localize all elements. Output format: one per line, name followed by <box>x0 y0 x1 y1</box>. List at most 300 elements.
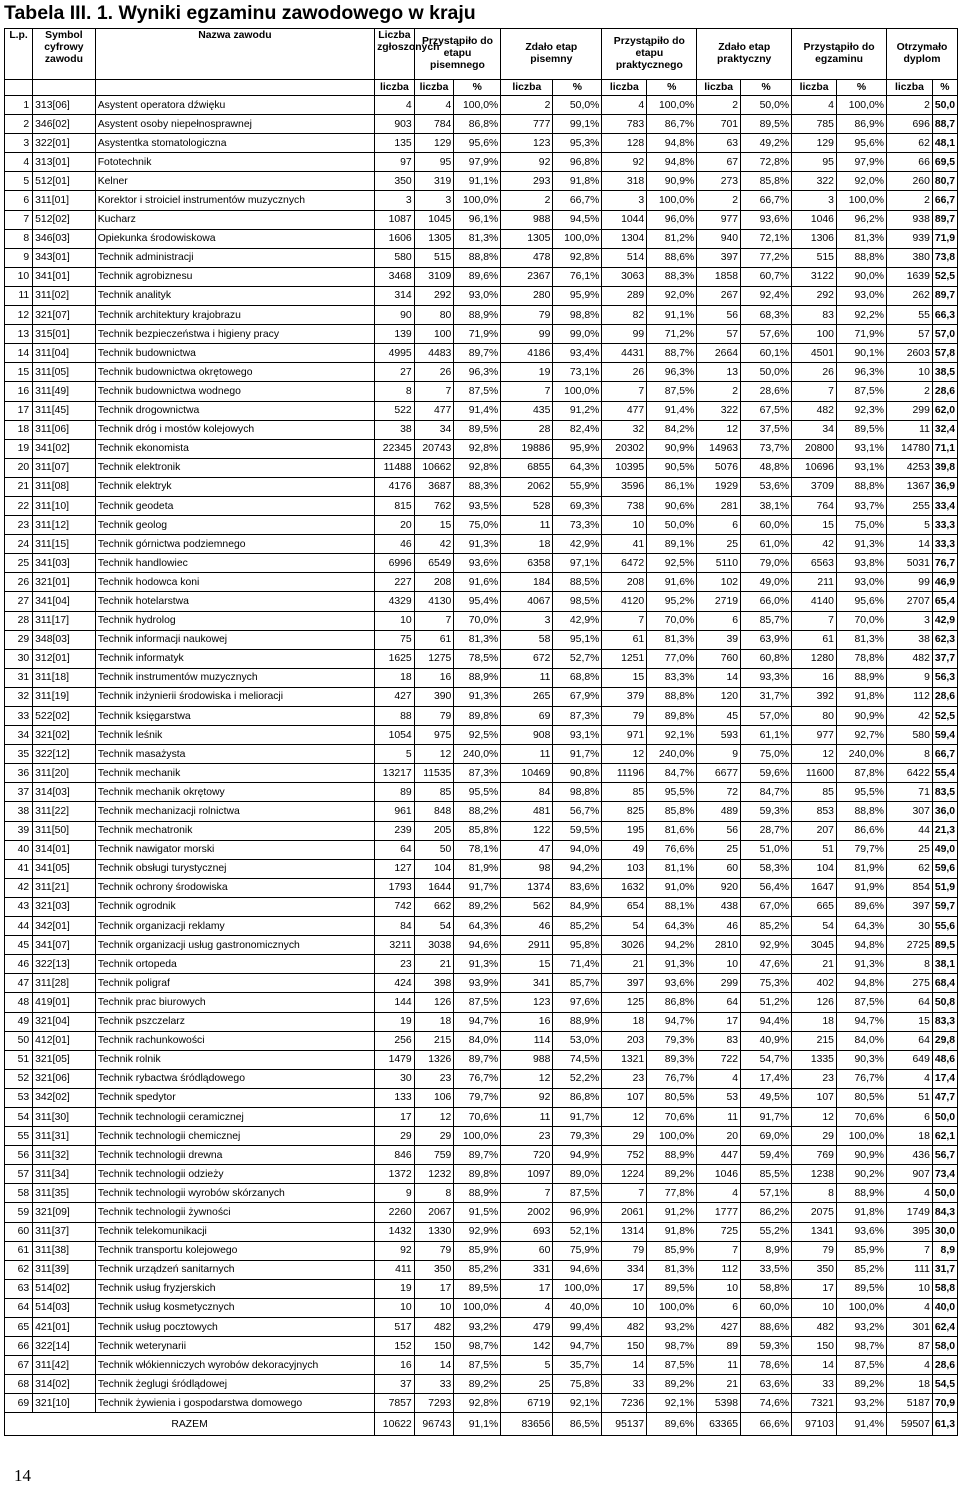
row-value: 379 <box>602 687 647 706</box>
row-value: 19 <box>375 1012 415 1031</box>
row-name: Technik technologii odzieży <box>95 1165 374 1184</box>
row-value: 57,0% <box>741 707 792 726</box>
row-value: 91,8% <box>553 172 602 191</box>
row-value: 4995 <box>375 344 415 363</box>
row-name: Technik technologii drewna <box>95 1146 374 1165</box>
row-value: 85,8% <box>454 821 501 840</box>
row-number: 55 <box>5 1127 33 1146</box>
row-value: 11196 <box>602 764 647 783</box>
row-value: 562 <box>501 897 553 916</box>
row-value: 7293 <box>414 1394 454 1413</box>
row-value: 19 <box>501 363 553 382</box>
row-value: 35,7% <box>553 1356 602 1375</box>
row-value: 93,7% <box>836 496 886 515</box>
subheader-cell: liczba <box>501 80 553 96</box>
row-name: Technik mechanik <box>95 764 374 783</box>
subheader-cell: liczba <box>887 80 933 96</box>
row-value: 65,4 <box>932 592 957 611</box>
row-value: 79 <box>602 1241 647 1260</box>
row-number: 63 <box>5 1279 33 1298</box>
row-value: 33,5% <box>741 1260 792 1279</box>
row-name: Technik rachunkowości <box>95 1031 374 1050</box>
row-value: 92 <box>501 1088 553 1107</box>
row-value: 17 <box>602 1279 647 1298</box>
row-name: Technik geolog <box>95 516 374 535</box>
row-value: 411 <box>375 1260 415 1279</box>
row-number: 46 <box>5 955 33 974</box>
row-number: 57 <box>5 1165 33 1184</box>
row-value: 59,7 <box>932 897 957 916</box>
row-value: 100,0% <box>836 191 886 210</box>
row-number: 58 <box>5 1184 33 1203</box>
row-value: 34 <box>414 420 454 439</box>
row-value: 13217 <box>375 764 415 783</box>
row-name: Asystent operatora dźwięku <box>95 96 374 115</box>
row-value: 1644 <box>414 878 454 897</box>
row-value: 33,3 <box>932 516 957 535</box>
row-value: 139 <box>375 325 415 344</box>
row-value: 5398 <box>697 1394 741 1413</box>
row-value: 72,8% <box>741 153 792 172</box>
row-value: 1372 <box>375 1165 415 1184</box>
row-value: 26 <box>414 363 454 382</box>
row-name: Technik bezpieczeństwa i higieny pracy <box>95 325 374 344</box>
row-value: 1054 <box>375 726 415 745</box>
row-value: 3063 <box>602 267 647 286</box>
row-value: 91,7% <box>553 1107 602 1126</box>
row-value: 4501 <box>792 344 837 363</box>
table-row <box>5 1241 958 1260</box>
row-value: 37 <box>375 1375 415 1394</box>
header-zdalo-pisemny: Zdało etap pisemny <box>501 29 602 80</box>
row-value: 988 <box>501 1050 553 1069</box>
table-row <box>5 458 958 477</box>
row-value: 76,1% <box>553 267 602 286</box>
row-value: 4 <box>887 1356 933 1375</box>
row-value: 135 <box>375 134 415 153</box>
row-value: 380 <box>887 248 933 267</box>
row-value: 56,4% <box>741 878 792 897</box>
row-value: 482 <box>887 649 933 668</box>
row-name: Technik księgarstwa <box>95 707 374 726</box>
row-value: 46 <box>501 917 553 936</box>
row-value: 3211 <box>375 936 415 955</box>
table-row <box>5 878 958 897</box>
row-value: 85 <box>792 783 837 802</box>
row-value: 33,3 <box>932 535 957 554</box>
row-value: 6472 <box>602 554 647 573</box>
row-symbol: 311[28] <box>33 974 96 993</box>
row-value: 104 <box>792 859 837 878</box>
row-symbol: 314[03] <box>33 783 96 802</box>
row-value: 57 <box>697 325 741 344</box>
row-symbol: 341[04] <box>33 592 96 611</box>
row-value: 1749 <box>887 1203 933 1222</box>
row-value: 319 <box>414 172 454 191</box>
table-row <box>5 1184 958 1203</box>
row-value: 4 <box>375 96 415 115</box>
row-value: 25 <box>501 1375 553 1394</box>
row-value: 93,1% <box>836 439 886 458</box>
row-value: 36,9 <box>932 477 957 496</box>
row-value: 97,9% <box>836 153 886 172</box>
row-value: 5031 <box>887 554 933 573</box>
row-value: 5 <box>375 745 415 764</box>
row-value: 93,0% <box>836 573 886 592</box>
row-value: 76,7% <box>454 1069 501 1088</box>
row-value: 86,9% <box>836 115 886 134</box>
table-row <box>5 1165 958 1184</box>
row-number: 66 <box>5 1337 33 1356</box>
row-value: 25 <box>697 840 741 859</box>
row-value: 10662 <box>414 458 454 477</box>
row-name: Technik telekomunikacji <box>95 1222 374 1241</box>
row-value: 80,5% <box>836 1088 886 1107</box>
row-value: 9 <box>375 1184 415 1203</box>
row-number: 28 <box>5 611 33 630</box>
row-symbol: 322[13] <box>33 955 96 974</box>
row-value: 8 <box>792 1184 837 1203</box>
row-value: 90,9% <box>836 1146 886 1165</box>
row-symbol: 311[04] <box>33 344 96 363</box>
row-value: 4 <box>887 1298 933 1317</box>
row-value: 76,7% <box>647 1069 697 1088</box>
row-value: 79 <box>414 1241 454 1260</box>
row-value: 94,2% <box>647 936 697 955</box>
row-value: 81,3% <box>454 630 501 649</box>
row-value: 66,7 <box>932 191 957 210</box>
row-value: 70,0% <box>454 611 501 630</box>
row-value: 85,7% <box>741 611 792 630</box>
row-value: 90,5% <box>647 458 697 477</box>
row-value: 262 <box>887 286 933 305</box>
row-value: 90,8% <box>553 764 602 783</box>
row-value: 28,7% <box>741 821 792 840</box>
row-value: 25 <box>887 840 933 859</box>
row-value: 292 <box>792 286 837 305</box>
row-name: Technik nawigator morski <box>95 840 374 859</box>
row-value: 95,9% <box>553 439 602 458</box>
row-value: 64 <box>887 1031 933 1050</box>
row-value: 1087 <box>375 210 415 229</box>
row-value: 107 <box>602 1088 647 1107</box>
row-value: 93,6% <box>741 210 792 229</box>
row-value: 94,4% <box>741 1012 792 1031</box>
row-value: 91,8% <box>836 1203 886 1222</box>
row-value: 81,1% <box>647 859 697 878</box>
row-value: 350 <box>414 1260 454 1279</box>
row-value: 20 <box>697 1127 741 1146</box>
row-value: 1305 <box>414 229 454 248</box>
row-value: 62,4 <box>932 1318 957 1337</box>
row-value: 89,7% <box>454 1146 501 1165</box>
row-value: 28,6% <box>741 382 792 401</box>
row-value: 12 <box>602 1107 647 1126</box>
row-value: 90,0% <box>836 267 886 286</box>
row-value: 50,0% <box>741 96 792 115</box>
row-value: 61 <box>792 630 837 649</box>
row-value: 56,7 <box>932 1146 957 1165</box>
row-value: 78,5% <box>454 649 501 668</box>
row-value: 14 <box>887 535 933 554</box>
row-value: 54 <box>602 917 647 936</box>
row-value: 12 <box>792 1107 837 1126</box>
row-value: 42,9% <box>553 611 602 630</box>
row-value: 8,9% <box>741 1241 792 1260</box>
row-number: 40 <box>5 840 33 859</box>
row-value: 482 <box>414 1318 454 1337</box>
row-value: 100,0% <box>553 229 602 248</box>
row-number: 47 <box>5 974 33 993</box>
row-value: 42,9% <box>553 535 602 554</box>
row-value: 92 <box>375 1241 415 1260</box>
row-value: 1335 <box>792 1050 837 1069</box>
row-symbol: 321[04] <box>33 1012 96 1031</box>
row-value: 4120 <box>602 592 647 611</box>
row-name: Technik architektury krajobrazu <box>95 306 374 325</box>
row-name: Technik żywienia i gospodarstwa domowego <box>95 1394 374 1413</box>
row-value: 87,3% <box>454 764 501 783</box>
row-value: 56,7% <box>553 802 602 821</box>
row-value: 100,0% <box>454 96 501 115</box>
row-value: 1306 <box>792 229 837 248</box>
row-name: Technik urządzeń sanitarnych <box>95 1260 374 1279</box>
row-value: 67,5% <box>741 401 792 420</box>
row-value: 89,7% <box>454 344 501 363</box>
row-value: 28 <box>501 420 553 439</box>
row-value: 46 <box>697 917 741 936</box>
row-value: 1305 <box>501 229 553 248</box>
row-value: 307 <box>887 802 933 821</box>
row-value: 15 <box>602 668 647 687</box>
row-value: 2 <box>887 191 933 210</box>
row-value: 769 <box>792 1146 837 1165</box>
row-value: 40,9% <box>741 1031 792 1050</box>
row-value: 150 <box>414 1337 454 1356</box>
total-value: 95137 <box>602 1413 647 1436</box>
row-value: 397 <box>887 897 933 916</box>
row-value: 62,1 <box>932 1127 957 1146</box>
row-value: 98,5% <box>553 592 602 611</box>
row-value: 96,3% <box>836 363 886 382</box>
row-value: 522 <box>375 401 415 420</box>
row-number: 36 <box>5 764 33 783</box>
row-value: 6358 <box>501 554 553 573</box>
row-value: 67,0% <box>741 897 792 916</box>
row-value: 71,1 <box>932 439 957 458</box>
row-symbol: 311[31] <box>33 1127 96 1146</box>
row-value: 4140 <box>792 592 837 611</box>
row-value: 725 <box>697 1222 741 1241</box>
row-value: 696 <box>887 115 933 134</box>
row-value: 85,9% <box>836 1241 886 1260</box>
row-symbol: 341[05] <box>33 859 96 878</box>
row-value: 7236 <box>602 1394 647 1413</box>
row-value: 59,5% <box>553 821 602 840</box>
row-value: 95 <box>414 153 454 172</box>
row-value: 21 <box>602 955 647 974</box>
row-value: 59,6% <box>741 764 792 783</box>
row-value: 51,0% <box>741 840 792 859</box>
row-value: 50,8 <box>932 993 957 1012</box>
row-number: 38 <box>5 802 33 821</box>
row-value: 37,7 <box>932 649 957 668</box>
row-symbol: 311[17] <box>33 611 96 630</box>
row-value: 515 <box>792 248 837 267</box>
row-value: 85 <box>414 783 454 802</box>
row-value: 9 <box>887 668 933 687</box>
row-value: 402 <box>792 974 837 993</box>
row-value: 273 <box>697 172 741 191</box>
row-name: Technik spedytor <box>95 1088 374 1107</box>
row-value: 1777 <box>697 1203 741 1222</box>
total-value: 83656 <box>501 1413 553 1436</box>
row-value: 18 <box>414 1012 454 1031</box>
row-value: 1432 <box>375 1222 415 1241</box>
row-value: 752 <box>602 1146 647 1165</box>
row-value: 2911 <box>501 936 553 955</box>
row-value: 99,0% <box>553 325 602 344</box>
row-value: 55,2% <box>741 1222 792 1241</box>
row-name: Technik mechanik okrętowy <box>95 783 374 802</box>
row-value: 11 <box>697 1107 741 1126</box>
row-value: 61 <box>602 630 647 649</box>
row-value: 17 <box>414 1279 454 1298</box>
row-number: 23 <box>5 516 33 535</box>
row-number: 29 <box>5 630 33 649</box>
row-value: 7 <box>792 611 837 630</box>
row-number: 32 <box>5 687 33 706</box>
row-value: 82,4% <box>553 420 602 439</box>
row-value: 90,2% <box>836 1165 886 1184</box>
row-value: 38,5 <box>932 363 957 382</box>
row-name: Technik informatyk <box>95 649 374 668</box>
row-value: 777 <box>501 115 553 134</box>
table-body <box>5 96 958 1436</box>
row-value: 4 <box>602 96 647 115</box>
row-symbol: 311[08] <box>33 477 96 496</box>
row-value: 18 <box>501 535 553 554</box>
row-value: 49,0 <box>932 840 957 859</box>
row-value: 79 <box>501 306 553 325</box>
row-value: 100 <box>792 325 837 344</box>
row-value: 4 <box>414 96 454 115</box>
row-number: 48 <box>5 993 33 1012</box>
table-row <box>5 707 958 726</box>
row-value: 4253 <box>887 458 933 477</box>
row-number: 54 <box>5 1107 33 1126</box>
row-value: 29 <box>375 1127 415 1146</box>
table-row <box>5 687 958 706</box>
row-value: 49,5% <box>741 1088 792 1107</box>
row-value: 133 <box>375 1088 415 1107</box>
row-value: 40,0% <box>553 1298 602 1317</box>
row-value: 66,7% <box>741 191 792 210</box>
row-value: 100,0% <box>553 1279 602 1298</box>
row-value: 654 <box>602 897 647 916</box>
row-value: 3687 <box>414 477 454 496</box>
table-row <box>5 344 958 363</box>
row-value: 85,8% <box>647 802 697 821</box>
row-value: 903 <box>375 115 415 134</box>
row-value: 14 <box>602 1356 647 1375</box>
row-value: 152 <box>375 1337 415 1356</box>
row-value: 89,5% <box>454 1279 501 1298</box>
row-value: 1606 <box>375 229 415 248</box>
row-value: 5 <box>887 516 933 535</box>
row-name: Korektor i stroiciel instrumentów muzycznych <box>95 191 374 210</box>
row-value: 120 <box>697 687 741 706</box>
row-symbol: 311[32] <box>33 1146 96 1165</box>
row-value: 12 <box>697 420 741 439</box>
row-symbol: 311[05] <box>33 363 96 382</box>
row-value: 91,5% <box>454 1203 501 1222</box>
subheader-cell: liczba <box>414 80 454 96</box>
row-value: 99,4% <box>553 1318 602 1337</box>
row-value: 97 <box>375 153 415 172</box>
row-value: 95,6% <box>836 592 886 611</box>
row-value: 16 <box>414 668 454 687</box>
row-value: 85,9% <box>454 1241 501 1260</box>
row-value: 322 <box>792 172 837 191</box>
row-value: 87,5% <box>553 1184 602 1203</box>
row-value: 73,8 <box>932 248 957 267</box>
table-row <box>5 401 958 420</box>
row-value: 83,5 <box>932 783 957 802</box>
row-value: 299 <box>887 401 933 420</box>
row-value: 46,9 <box>932 573 957 592</box>
row-value: 92,8% <box>454 439 501 458</box>
row-symbol: 321[03] <box>33 897 96 916</box>
row-symbol: 311[12] <box>33 516 96 535</box>
row-value: 8 <box>375 382 415 401</box>
row-value: 88,5% <box>553 573 602 592</box>
row-value: 89,5% <box>454 420 501 439</box>
row-value: 57,6% <box>741 325 792 344</box>
row-value: 80,5% <box>647 1088 697 1107</box>
row-value: 96,8% <box>553 153 602 172</box>
row-number: 22 <box>5 496 33 515</box>
table-row <box>5 1203 958 1222</box>
row-value: 86,8% <box>553 1088 602 1107</box>
row-value: 20800 <box>792 439 837 458</box>
row-value: 62 <box>887 859 933 878</box>
row-value: 87,5% <box>454 382 501 401</box>
subheader-cell: liczba <box>602 80 647 96</box>
row-value: 92,9% <box>741 936 792 955</box>
row-value: 4 <box>697 1184 741 1203</box>
row-value: 4067 <box>501 592 553 611</box>
row-symbol: 321[05] <box>33 1050 96 1069</box>
row-value: 50,0 <box>932 96 957 115</box>
total-label: RAZEM <box>5 1413 375 1436</box>
row-value: 17 <box>792 1279 837 1298</box>
table-row <box>5 859 958 878</box>
row-symbol: 311[15] <box>33 535 96 554</box>
row-value: 122 <box>501 821 553 840</box>
row-value: 961 <box>375 802 415 821</box>
row-value: 59,3% <box>741 802 792 821</box>
row-value: 79,3% <box>647 1031 697 1050</box>
row-value: 1046 <box>697 1165 741 1184</box>
row-value: 90 <box>375 306 415 325</box>
row-value: 73,1% <box>553 363 602 382</box>
row-value: 88,7 <box>932 115 957 134</box>
row-value: 89,2% <box>454 897 501 916</box>
row-value: 23 <box>375 955 415 974</box>
row-value: 27 <box>375 363 415 382</box>
row-value: 129 <box>792 134 837 153</box>
